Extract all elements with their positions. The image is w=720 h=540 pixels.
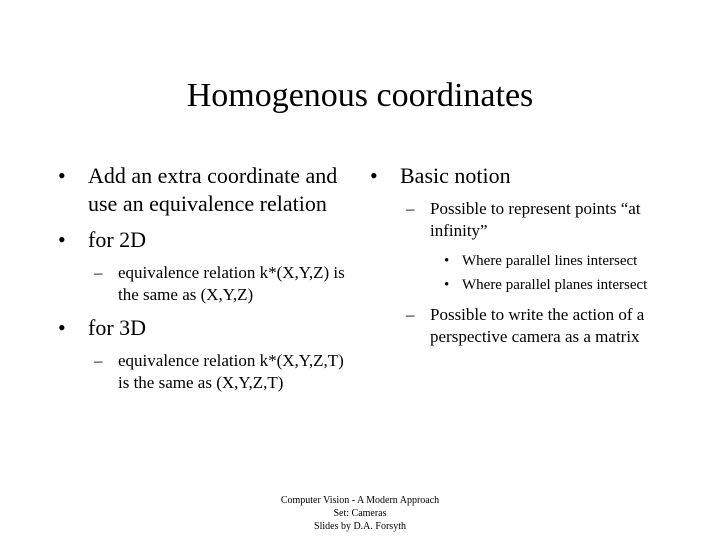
sub-text: equivalence relation k*(X,Y,Z) is the same as (X,Y,Z) [118,263,345,304]
bullet-text: Add an extra coordinate and use an equivalence relation [88,163,338,216]
dash-icon: – [406,305,415,324]
dash-icon: – [94,351,103,370]
bullet-item [58,226,358,254]
sub-sub-text: Where parallel planes intersect [462,277,648,293]
right-column [370,162,700,356]
sub-sub-item [370,274,700,296]
bullet-icon: • [444,277,450,293]
bullet-icon: • [58,163,66,188]
bullet-icon: • [444,253,450,269]
bullet-item [370,162,700,190]
sub-item [58,262,358,306]
bullet-text: for 3D [88,315,147,340]
footer-line: Computer Vision - A Modern Approach [280,495,440,506]
bullet-icon: • [58,227,66,252]
bullet-item [58,314,358,342]
sub-text: Possible to write the action of a perspective camera as a matrix [430,305,645,346]
bullet-icon: • [58,315,66,340]
left-column [58,162,358,402]
dash-icon: – [94,263,103,282]
dash-icon: – [406,199,415,218]
bullet-icon: • [370,163,378,188]
sub-sub-item [370,250,700,272]
bullet-text: Basic notion [400,163,511,188]
slide-title: Homogenous coordinates [186,77,534,114]
sub-text: Possible to represent points “at infinity” [430,199,641,240]
sub-item [370,198,700,242]
sub-text: equivalence relation k*(X,Y,Z,T) is the same as (X,Y,Z,T) [118,351,344,392]
footer [0,494,720,533]
sub-sub-text: Where parallel lines intersect [462,253,638,269]
sub-item [58,350,358,394]
bullet-text: for 2D [88,227,147,252]
sub-item [370,304,700,348]
footer-line: Slides by D.A. Forsyth [314,521,406,532]
footer-line: Set: Cameras [333,508,387,519]
bullet-item [58,162,358,218]
